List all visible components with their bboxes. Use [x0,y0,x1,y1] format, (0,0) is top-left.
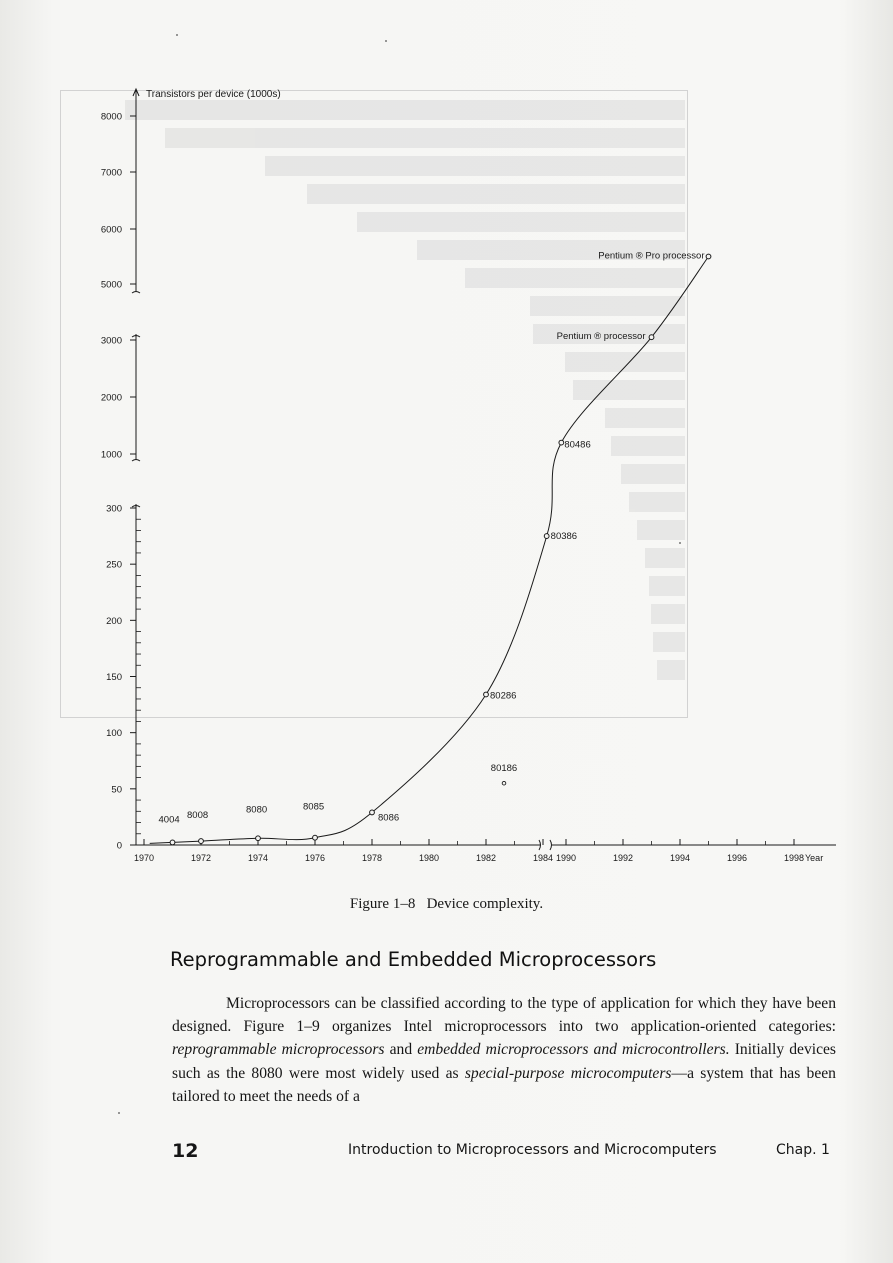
italic-term: special-purpose microcomputers [464,1064,672,1082]
y-axis-ticks [101,112,141,852]
y-tick-label: 5000 [100,279,122,291]
scan-speck [176,34,178,36]
italic-term: reprogrammable microprocessors [172,1041,385,1059]
scan-speck [385,40,387,42]
x-tick-label: 1984 [532,853,554,863]
body-paragraph [172,992,836,1108]
data-label: 8080 [246,804,268,816]
data-point-8008 [199,839,204,844]
data-point-pentium-processor [649,335,654,340]
italic-term: embedded microprocessors and microcontrollers. [417,1041,730,1059]
x-tick-label: 1974 [247,853,269,863]
section-title: Reprogrammable and Embedded Microprocessors [170,948,657,971]
data-point-8080 [256,836,261,841]
data-point-80286 [484,692,489,697]
x-tick-label: 1972 [190,853,212,863]
data-label: Pentium ® processor [556,331,646,343]
data-label: 80486 [564,439,591,451]
page-number: 12 [172,1140,199,1162]
y-tick-label: 6000 [100,224,122,236]
data-point-4004 [170,840,175,845]
x-axis-break [550,840,552,850]
paragraph-text: Microprocessors can be classified according to the type of application for which they have been designed. Figure 1–9 organizes Intel microprocessors into two application-oriented categories: [172,995,836,1036]
y-tick-label: 0 [116,840,122,852]
y-tick-label: 8000 [100,111,122,123]
paragraph-text: —a system that has been tailored to meet the needs of a [172,1064,836,1105]
y-axis-break [132,292,140,294]
scan-speck [118,1112,120,1114]
y-tick-label: 250 [106,559,122,571]
data-label: Pentium ® Pro processor [598,250,705,262]
y-tick-label: 7000 [100,167,122,179]
y-axis-label: Transistors per device (1000s) [146,89,281,100]
x-tick-label: 1998 [783,853,805,863]
running-footer-title: Introduction to Microprocessors and Microcomputers [348,1142,717,1158]
data-label: 80286 [490,690,517,702]
chart-axes [132,89,836,850]
x-tick-label: 1990 [555,853,577,863]
x-tick-label: 1978 [361,853,383,863]
y-tick-label: 200 [106,615,122,627]
x-tick-label: 1976 [304,853,326,863]
y-tick-label: 150 [106,672,122,683]
data-label: 8008 [187,810,209,822]
data-points [170,254,711,845]
series-line-intel-microprocessors [150,257,709,844]
data-point-80486 [559,440,564,445]
data-point-80186 [502,781,506,785]
data-point-8085 [313,835,318,840]
data-point-pentium-pro-processor [706,254,711,259]
x-axis-label: Year [805,853,824,863]
data-label: 80186 [490,763,518,775]
paragraph-text: Initially devices such as the 8080 were most widely used as [172,1041,836,1082]
data-point-80386 [544,534,549,539]
data-label: 4004 [158,814,180,826]
x-tick-label: 1980 [418,853,440,863]
paragraph-text: and [384,1041,418,1059]
y-tick-label: 50 [111,784,122,796]
x-tick-label: 1970 [133,853,155,863]
x-tick-label: 1982 [475,853,497,863]
figure-label: Figure 1–8 [349,896,416,912]
figure-caption [0,896,893,913]
y-tick-label: 100 [106,728,122,740]
y-tick-label: 1000 [100,449,122,461]
y-tick-label: 3000 [100,335,122,347]
x-tick-label: 1996 [726,853,748,863]
data-label: 80386 [550,531,578,543]
scan-speck [679,542,681,544]
data-label: 8086 [378,812,400,824]
data-labels [159,251,705,826]
running-footer-chapter: Chap. 1 [776,1142,830,1158]
data-label: 8085 [303,801,325,813]
x-axis-ticks [134,839,804,863]
y-tick-label: 2000 [100,392,122,404]
x-tick-label: 1992 [612,853,634,863]
y-tick-label: 300 [106,503,122,515]
figure-title: Device complexity. [426,896,544,912]
y-axis-break [132,460,140,462]
x-tick-label: 1994 [669,853,691,863]
data-point-8086 [370,810,375,815]
